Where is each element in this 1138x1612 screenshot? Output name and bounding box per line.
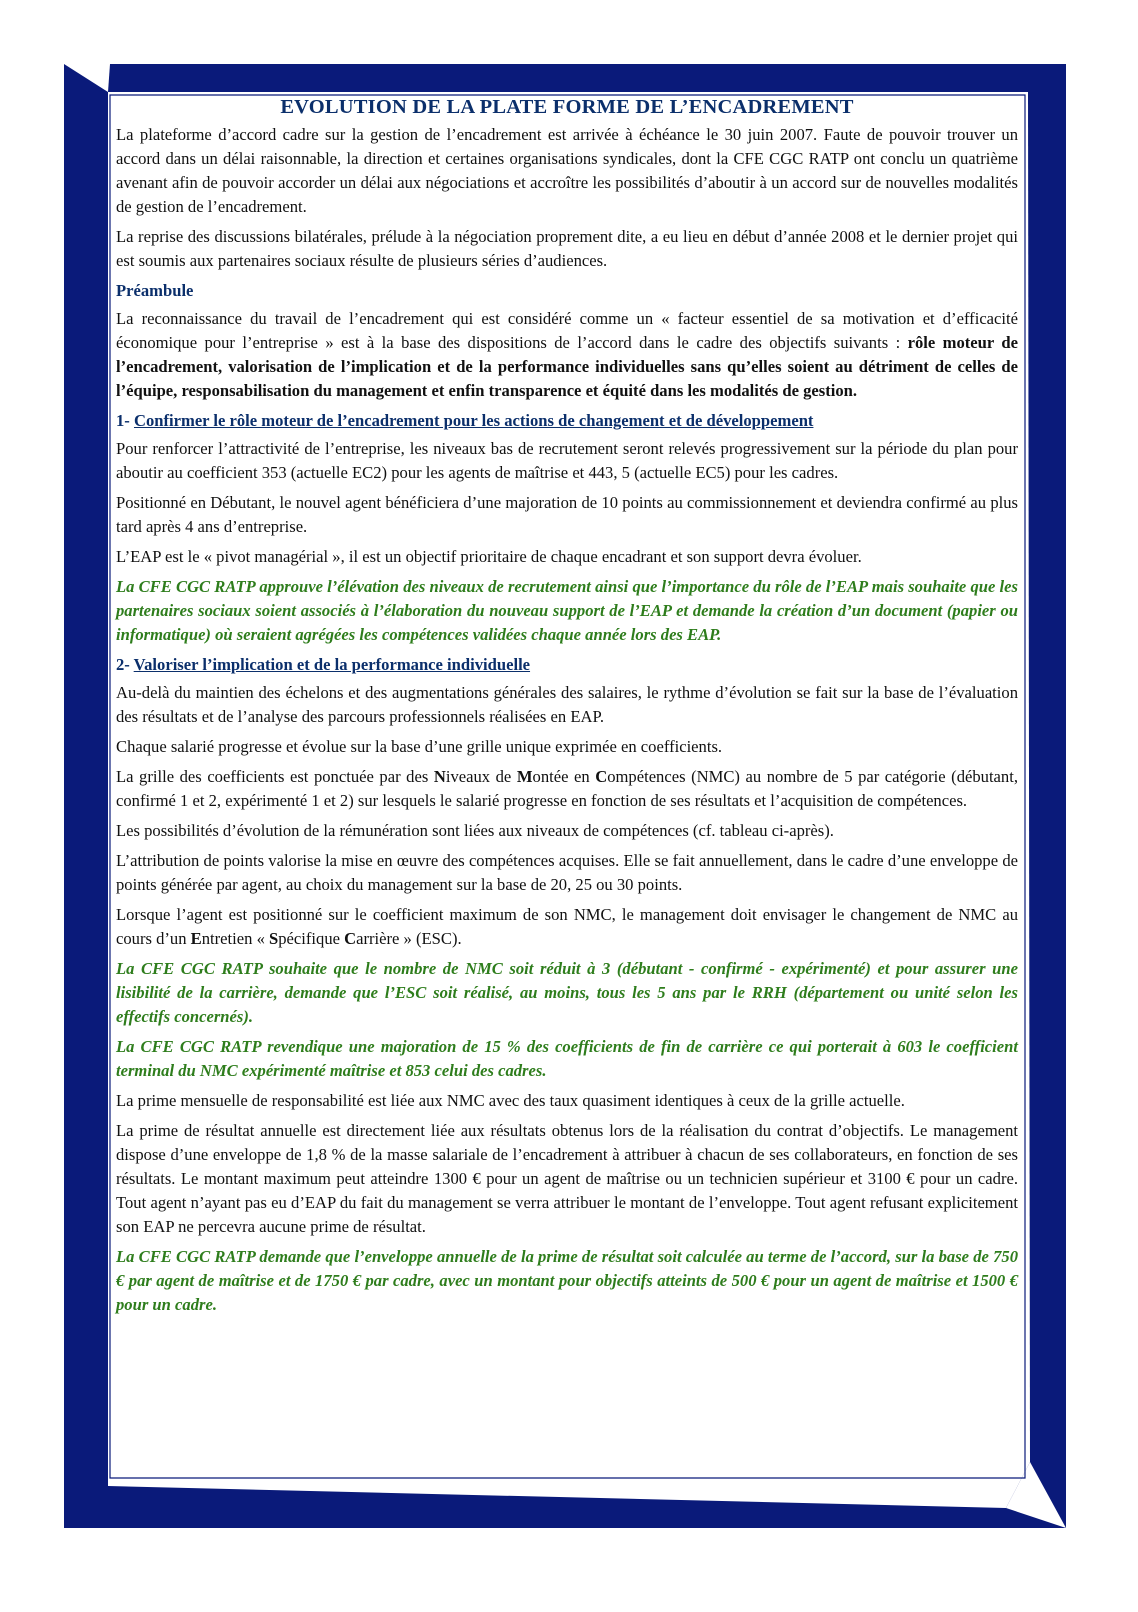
section-1-heading [116,409,1018,433]
esc-text-b: ntretien « [201,929,270,948]
esc-letter-s: S [269,929,279,948]
section-2-paragraph-5: L’attribution de points valorise la mise en œuvre des compétences acquises. Elle se fait annuellement, dans le cadre d’une enveloppe de points générée par agent, au choix du management sur la base de 20, 25 ou 30 points. [116,851,1018,894]
nmc-letter-m: M [516,767,533,786]
section-2-paragraph-2: Chaque salarié progresse et évolue sur la base d’une grille unique exprimée en coefficients. [116,737,723,756]
section-2-cfe-position-1: La CFE CGC RATP souhaite que le nombre de NMC soit réduit à 3 (débutant - confirmé - expérimenté) et pour assurer une lisibilité de la carrière, demande que l’ESC soit réalisé, au moins, tous les 5 ans par le RRH (département ou unité selon les effectifs concernés). [116,959,1018,1026]
nmc-text-d: ompétences (NMC) au nombre de 5 par catégorie (débutant, confirmé 1 et 2, expérimenté 1 et 2) sur lesquels le salarié progresse en fonction de ses résultats et l’acquisition de compétences. [116,767,1018,810]
nmc-text-c: ontée en [532,767,596,786]
section-1-cfe-position: La CFE CGC RATP approuve l’élévation des niveaux de recrutement ainsi que l’importance du rôle de l’EAP mais souhaite que les partenaires sociaux soient associés à l’élaboration du nouveau support de l’EAP et demande la création d’un document (papier ou informatique) où seraient agrégées les compétences validées chaque année lors des EAP. [116,577,1018,644]
esc-text-d: arrière » (ESC). [356,929,462,948]
section-2-paragraph-7: La prime mensuelle de responsabilité est liée aux NMC avec des taux quasiment identiques à ceux de la grille actuelle. [116,1091,905,1110]
preambule-heading: Préambule [116,281,194,300]
section-1-paragraph-3: L’EAP est le « pivot managérial », il est un objectif prioritaire de chaque encadrant et son support devra évoluer. [116,547,862,566]
section-1-number: 1- [116,411,134,430]
document-body [116,96,1018,1323]
section-2-title: Valoriser l’implication et de la performance individuelle [133,655,531,674]
nmc-letter-n: N [433,767,446,786]
section-2-paragraph-4: Les possibilités d’évolution de la rémunération sont liées aux niveaux de compétences (cf. tableau ci-après). [116,821,834,840]
esc-letter-c: C [344,929,357,948]
intro-paragraph-1: La plateforme d’accord cadre sur la gestion de l’encadrement est arrivée à échéance le 30 juin 2007. Faute de pouvoir trouver un accord dans un délai raisonnable, la direction et certaines organisations syndicales, dont la CFE CGC RATP ont conclu un quatrième avenant afin de pouvoir accorder un délai aux négociations et accroître les possibilités d’aboutir à un accord sur de nouvelles modalités de gestion de l’encadrement. [116,125,1018,216]
preambule-text: La reconnaissance du travail de l’encadrement qui est considéré comme un « facteur essentiel de sa motivation et d’efficacité économique pour l’entreprise » est à la base des dispositions de l’accord dans le cadre des objectifs suivants : [116,309,1018,352]
section-2-paragraph-8: La prime de résultat annuelle est directement liée aux résultats obtenus lors de la réalisation du contrat d’objectifs. Le management dispose d’une enveloppe de 1,8 % de la masse salariale de l’encadrement à attribuer à chacun de ses collaborateurs, en fonction de ses résultats. Le montant maximum peut atteindre 1300 € pour un agent de maîtrise ou un technicien supérieur et 3100 € pour un cadre. Tout agent n’ayant pas eu d’EAP du fait du management se verra attribuer le montant de l’enveloppe. Tout agent refusant explicitement son EAP ne percevra aucune prime de résultat. [116,1121,1018,1236]
section-1-paragraph-2: Positionné en Débutant, le nouvel agent bénéficiera d’une majoration de 10 points au commissionnement et deviendra confirmé au plus tard après 4 ans d’entreprise. [116,493,1018,536]
esc-text-a: Lorsque l’agent est positionné sur le coefficient maximum de son NMC, le management doit envisager le changement de NMC au cours d’un [116,905,1018,948]
section-2-number: 2- [116,655,134,674]
section-1-paragraph-1: Pour renforcer l’attractivité de l’entreprise, les niveaux bas de recrutement seront relevés progressivement sur la période du plan pour aboutir au coefficient 353 (actuelle EC2) pour les agents de maîtrise et 443, 5 (actuelle EC5) pour les cadres. [116,439,1018,482]
section-2-paragraph-1: Au-delà du maintien des échelons et des augmentations générales des salaires, le rythme d’évolution se fait sur la base de l’évaluation des résultats et de l’analyse des parcours professionnels réalisées en EAP. [116,683,1018,726]
nmc-text-a: La grille des coefficients est ponctuée par des [116,767,434,786]
preambule-bold-text: rôle moteur de l’encadrement, valorisation de l’implication et de la performance individuelles sans qu’elles soient au détriment de celles de l’équipe, responsabilisation du management et enfin transparence et équité dans les modalités de gestion. [116,333,1018,400]
section-2-cfe-position-3: La CFE CGC RATP demande que l’enveloppe annuelle de la prime de résultat soit calculée au terme de l’accord, sur la base de 750 € par agent de maîtrise et de 1750 € par cadre, avec un montant pour objectifs atteints de 500 € pour un agent de maîtrise et 1500 € pour un cadre. [116,1247,1018,1314]
section-1-title: Confirmer le rôle moteur de l’encadrement pour les actions de changement et de développement [133,411,814,430]
section-2-cfe-position-2: La CFE CGC RATP revendique une majoration de 15 % des coefficients de fin de carrière ce qui porterait à 603 le coefficient terminal du NMC expérimenté maîtrise et 853 celui des cadres. [116,1037,1018,1080]
nmc-text-b: iveaux de [445,767,517,786]
nmc-letter-c: C [595,767,608,786]
esc-letter-e: E [190,929,202,948]
section-2-paragraph-3 [116,765,1018,813]
intro-paragraph-2: La reprise des discussions bilatérales, prélude à la négociation proprement dite, a eu lieu en début d’année 2008 et le dernier projet qui est soumis aux partenaires sociaux résulte de plusieurs séries d’audiences. [116,227,1018,270]
section-2-heading [116,653,1018,677]
document-title: EVOLUTION DE LA PLATE FORME DE L’ENCADREMENT [280,96,854,118]
esc-text-c: pécifique [278,929,345,948]
preambule-paragraph [116,307,1018,403]
section-2-paragraph-6 [116,903,1018,951]
